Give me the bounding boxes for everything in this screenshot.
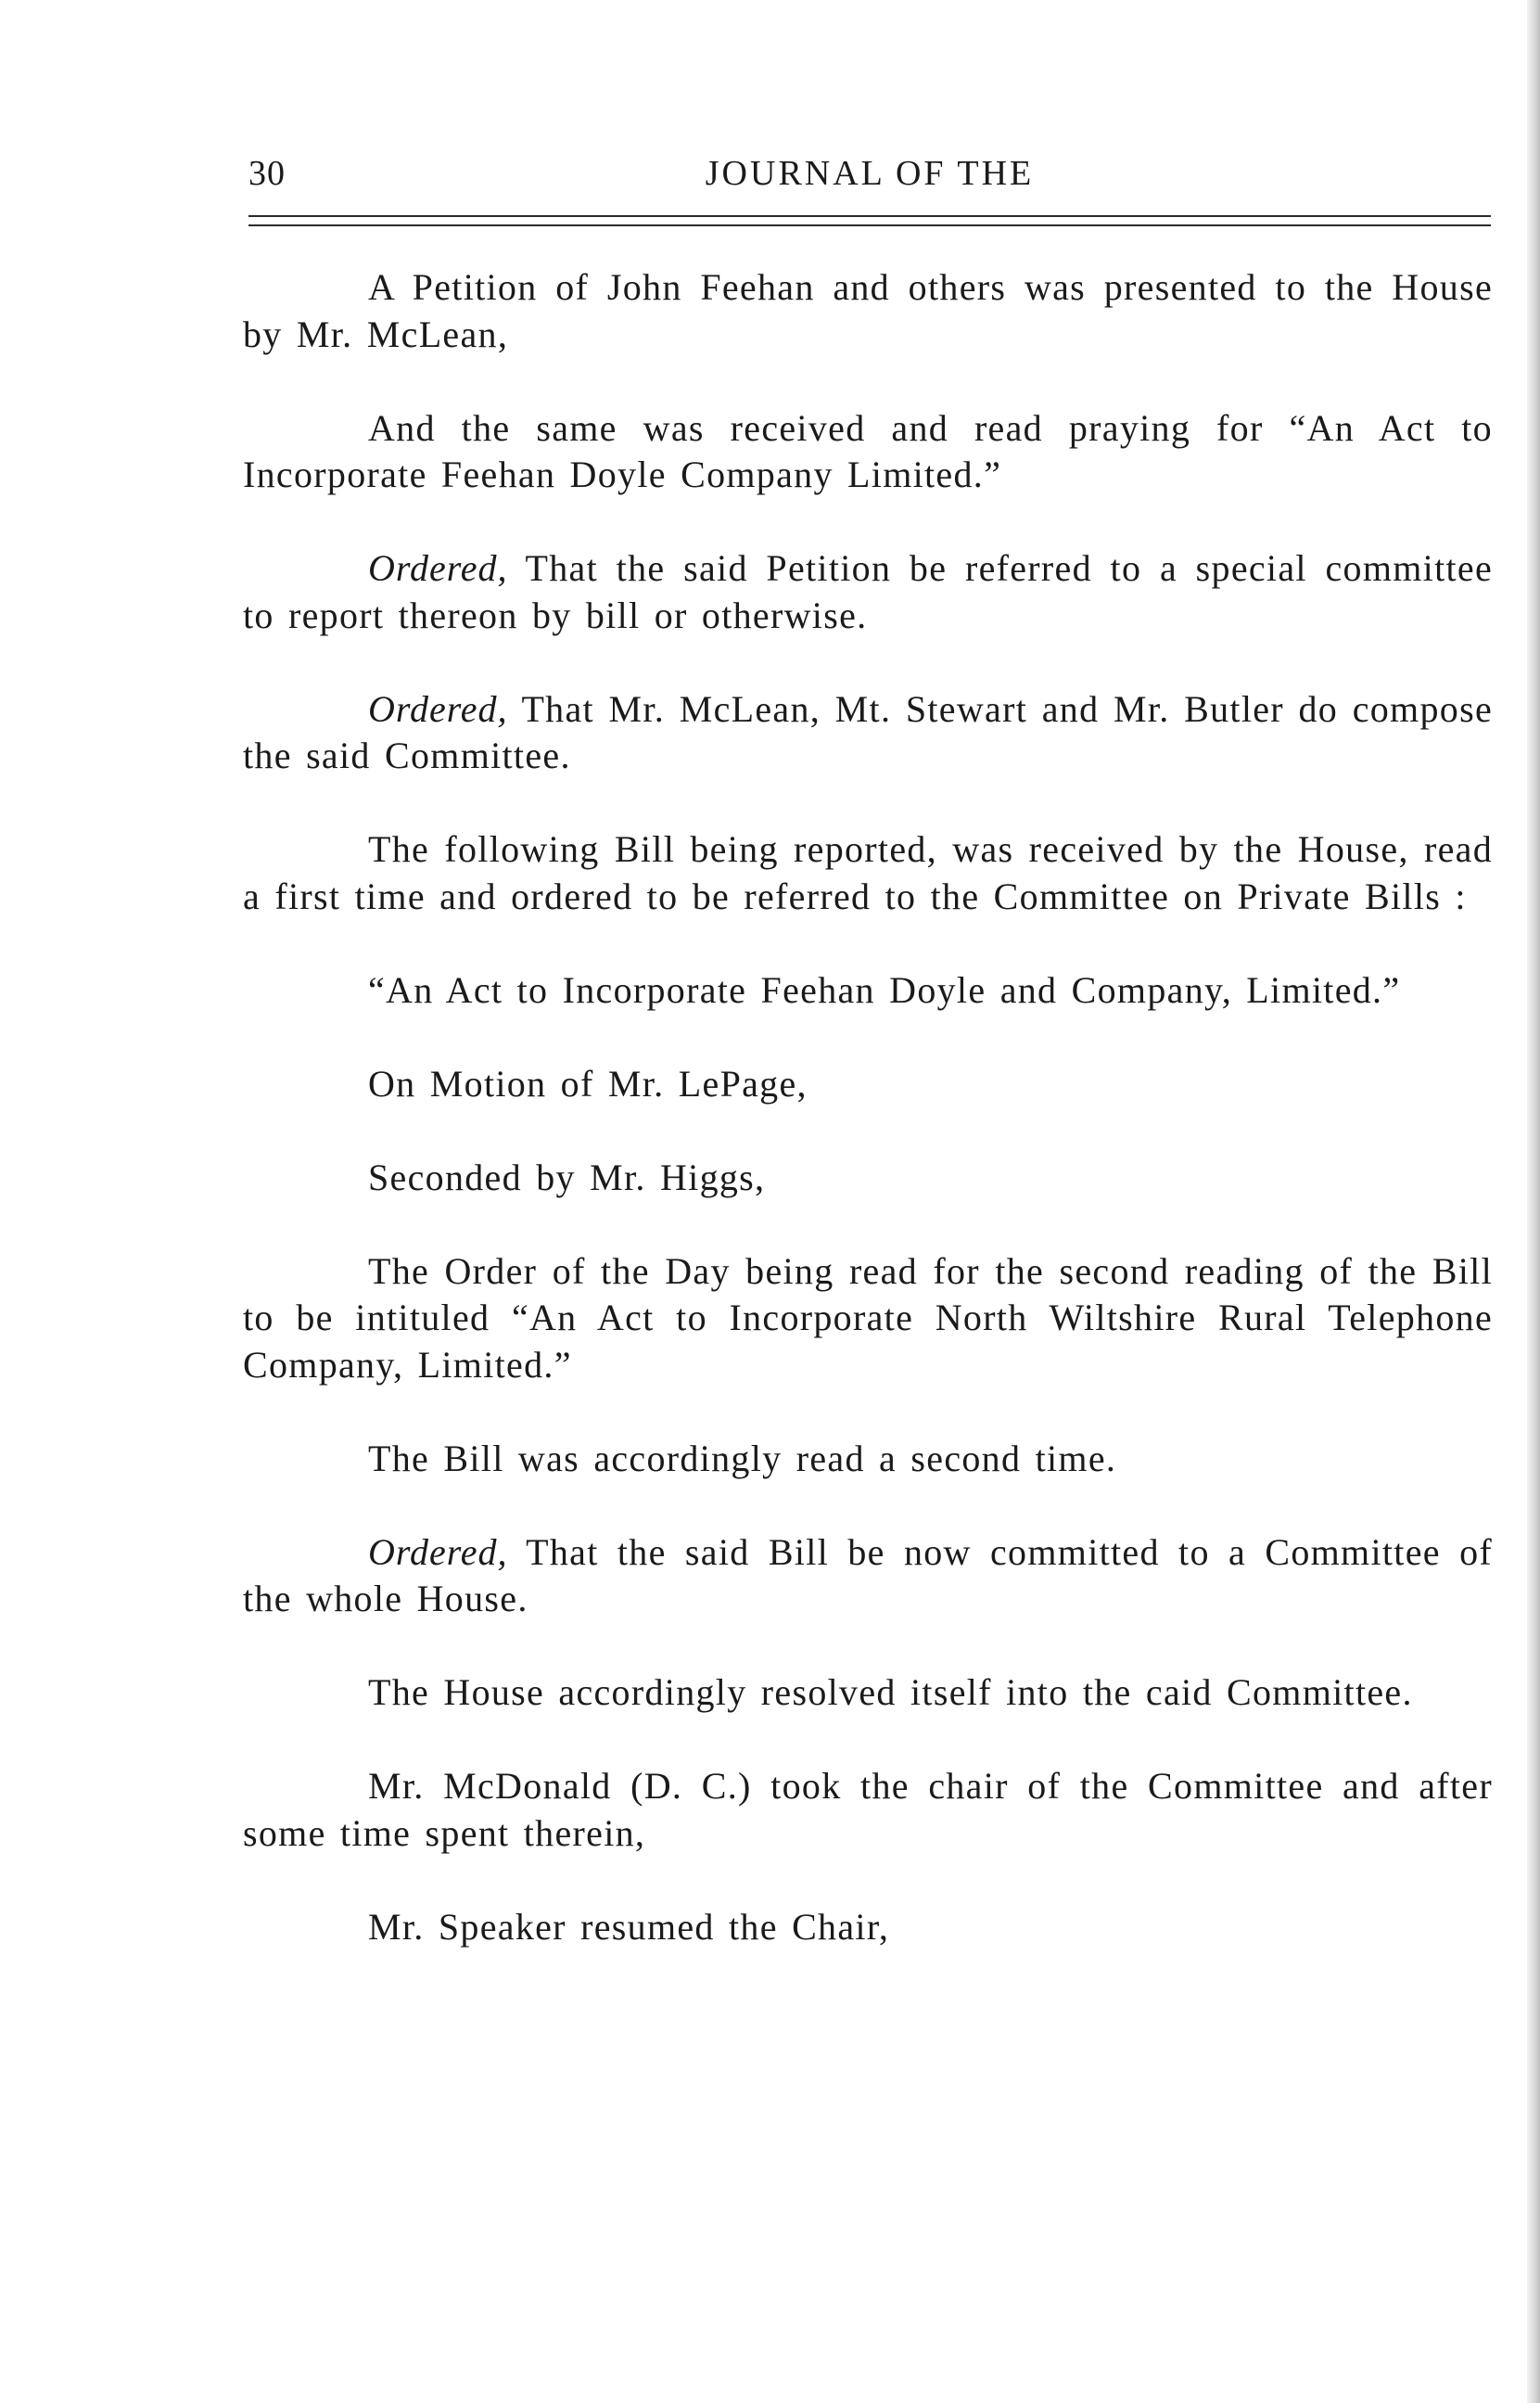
- paragraph-motion: On Motion of Mr. LePage,: [368, 1062, 808, 1105]
- paragraph-order-of-day: The Order of the Day being read for the second reading of the Bill to be intituled “An Act to Incorporate North Wiltshire Rural Telephone Company, Limited.”: [243, 1249, 1493, 1386]
- running-title: JOURNAL OF THE: [705, 154, 1035, 193]
- paragraph-petition: A Petition of John Feehan and others was presented to the House by Mr. McLean,: [243, 266, 1493, 355]
- paragraph-ordered-committee: Ordered, That Mr. McLean, Mt. Stewart and Mr. Butler do compose the said Committee.: [243, 687, 1493, 776]
- page-number: 30: [248, 154, 286, 193]
- paragraph-resolved: The House accordingly resolved itself into the caid Committee.: [368, 1671, 1413, 1713]
- paragraph-speaker: Mr. Speaker resumed the Chair,: [368, 1905, 890, 1948]
- page-header: [248, 153, 1491, 209]
- paragraph-seconded: Seconded by Mr. Higgs,: [368, 1156, 766, 1198]
- paragraph-chair: Mr. McDonald (D. C.) took the chair of the Committee and after some time spent therein,: [243, 1765, 1493, 1854]
- ordered-lead: Ordered,: [368, 687, 508, 730]
- ordered-lead: Ordered,: [368, 1530, 508, 1573]
- paragraph-ordered-referred: Ordered, That the said Petition be referred to a special committee to report thereon by bill or otherwise.: [243, 547, 1494, 636]
- page-edge-shadow: [1527, 0, 1540, 2403]
- header-rule-bottom: [248, 224, 1491, 226]
- paragraph-ordered-whole-house: Ordered, That the said Bill be now committed to a Committee of the whole House.: [243, 1530, 1494, 1619]
- header-double-rule: [248, 215, 1491, 228]
- paragraph-second-reading: The Bill was accordingly read a second time.: [368, 1437, 1117, 1479]
- ordered-lead: Ordered,: [368, 547, 508, 589]
- paragraph-received: And the same was received and read praying for “An Act to Incorporate Feehan Doyle Company Limited.”: [243, 406, 1493, 495]
- paragraph-act-title: “An Act to Incorporate Feehan Doyle and Company, Limited.”: [368, 968, 1401, 1011]
- header-rule-top: [248, 215, 1491, 217]
- paragraph-bill-reported: The following Bill being reported, was received by the House, read a first time and ordered to be referred to the Committee on Private Bills :: [243, 828, 1493, 917]
- journal-body: [243, 264, 1493, 1950]
